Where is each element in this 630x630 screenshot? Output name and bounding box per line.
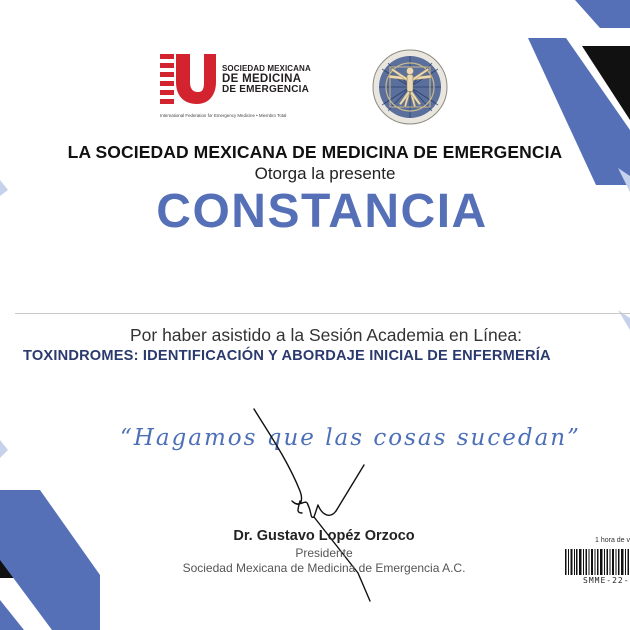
divider bbox=[15, 313, 630, 314]
bottom-left-blue-stripe bbox=[0, 490, 100, 630]
attended-text: Por haber asistido a la Sesión Academia en Línea: bbox=[129, 325, 523, 345]
smme-logo-text bbox=[222, 65, 322, 96]
signer-organization: Sociedad Mexicana de Medicina de Emergencia A.C. bbox=[182, 561, 466, 575]
top-right-blue-stripe-top bbox=[575, 0, 630, 28]
logo-line-3: DE EMERGENCIA bbox=[222, 84, 310, 96]
grants-text: Otorga la presente bbox=[254, 164, 396, 183]
organization-title: LA SOCIEDAD MEXICANA DE MEDICINA DE EMERGENCIA bbox=[67, 142, 563, 162]
certificate-title: CONSTANCIA bbox=[156, 185, 488, 238]
signer-role: Presidente bbox=[295, 546, 353, 560]
logo-line-1: SOCIEDAD MEXICANA bbox=[222, 64, 311, 73]
signature bbox=[240, 405, 420, 605]
smme-logo bbox=[160, 54, 320, 120]
barcode bbox=[565, 549, 630, 575]
bottom-left-blue-stripe-2 bbox=[0, 600, 24, 630]
barcode-text: SMME-22- bbox=[583, 576, 630, 585]
vitruvian-man-seal-icon bbox=[372, 49, 448, 125]
left-edge-mark-2 bbox=[0, 440, 8, 458]
duration-text: 1 hora de v bbox=[595, 537, 630, 544]
signer-name: Dr. Gustavo Lopéz Orzoco bbox=[233, 528, 415, 544]
logo-line-2: DE MEDICINA bbox=[222, 73, 302, 86]
smme-logo-mark-icon bbox=[160, 54, 216, 104]
motto: “Hagamos que las cosas sucedan” bbox=[120, 425, 581, 451]
logo-caption: International Federation for Emergency Medicine • Miembro Total bbox=[160, 113, 287, 118]
course-title: TOXINDROMES: IDENTIFICACIÓN Y ABORDAJE INICIAL DE ENFERMERÍA bbox=[23, 348, 551, 364]
